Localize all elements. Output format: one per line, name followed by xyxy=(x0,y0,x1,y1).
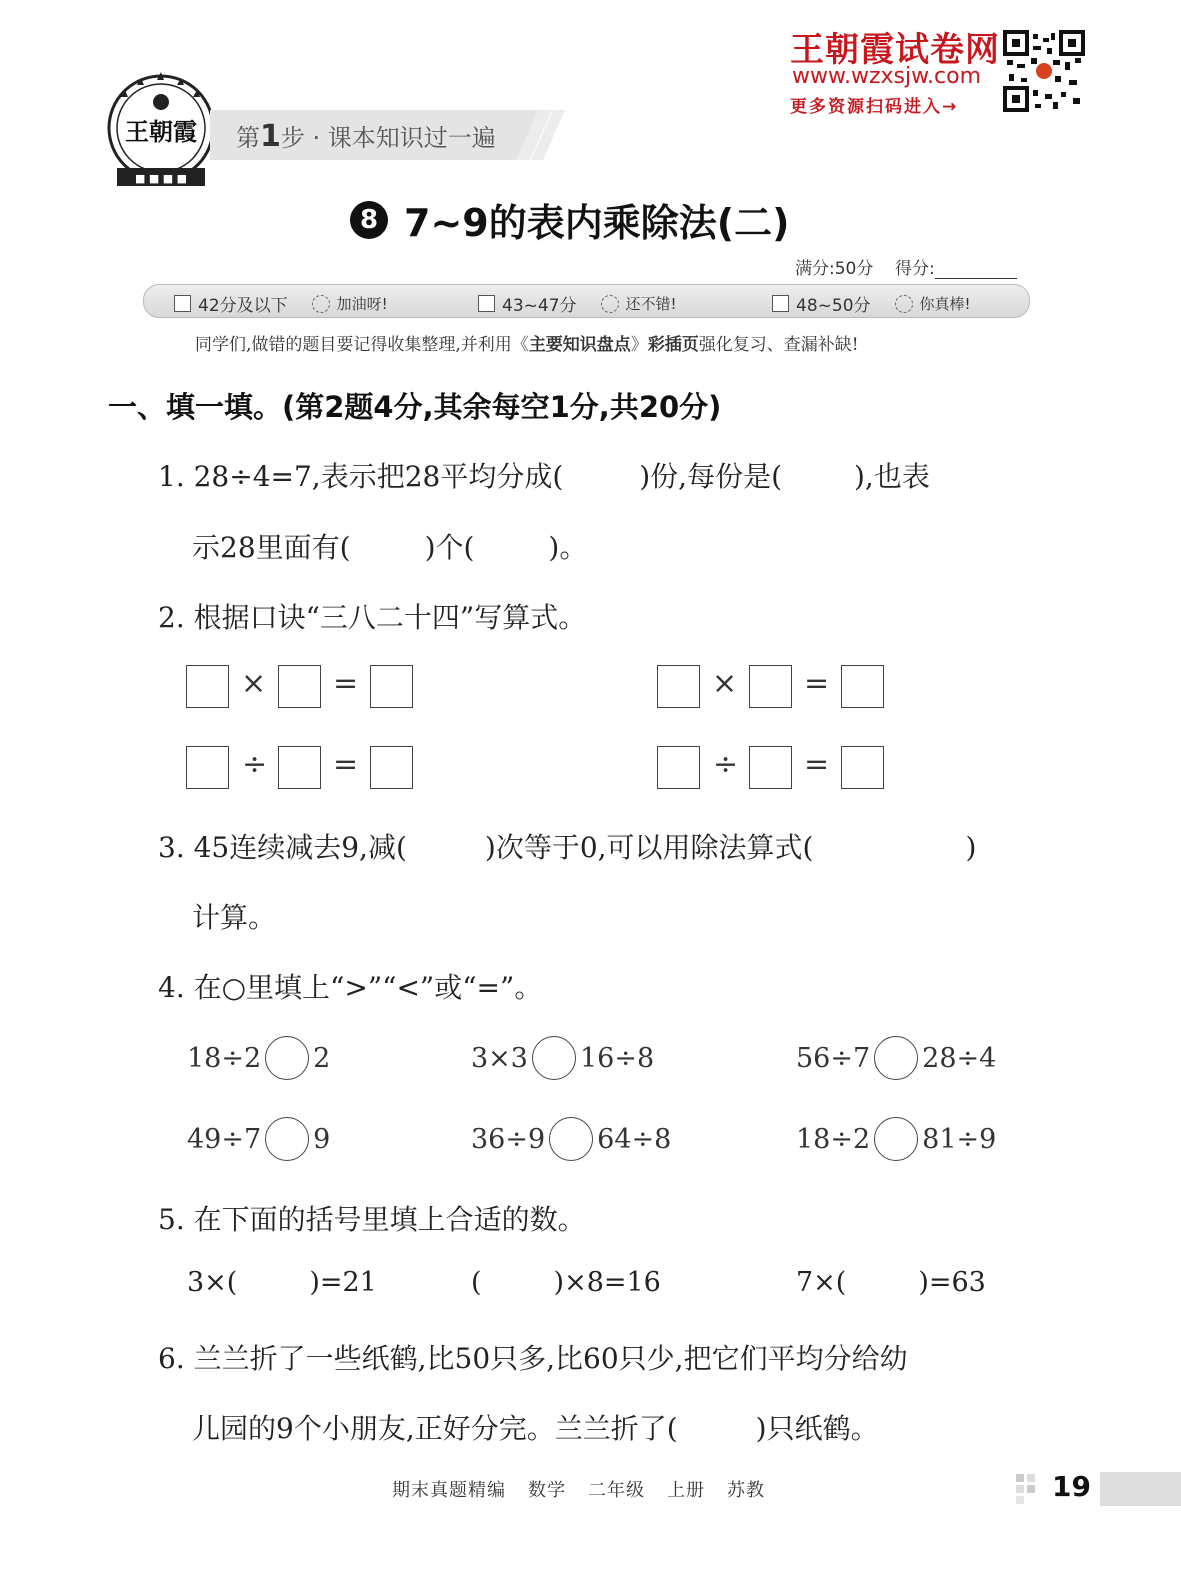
answer-box[interactable] xyxy=(278,665,321,708)
question-2-text: 2. 根据口诀“三八二十四”写算式。 xyxy=(158,601,587,634)
compare-item: 18÷2 81÷9 xyxy=(796,1117,996,1161)
answer-box[interactable] xyxy=(278,746,321,789)
answer-box[interactable] xyxy=(657,746,700,789)
section-heading: 一、填一填。(第2题4分,其余每空1分,共20分) xyxy=(108,390,722,424)
svg-text:■ ■ ■ ■: ■ ■ ■ ■ xyxy=(134,172,188,185)
compare-item: 56÷7 28÷4 xyxy=(796,1036,996,1080)
answer-box[interactable] xyxy=(841,746,884,789)
answer-box[interactable] xyxy=(186,665,229,708)
times-sign: × xyxy=(712,666,738,701)
answer-box[interactable] xyxy=(657,665,700,708)
rating-mid: 43~47分 还不错! xyxy=(478,291,677,316)
notice-text: 同学们,做错的题目要记得收集整理,并利用《主要知识盘点》彩插页强化复习、查漏补缺! xyxy=(195,335,859,355)
compare-circle[interactable] xyxy=(549,1117,593,1161)
divide-sign: ÷ xyxy=(713,747,739,782)
compare-item: 18÷2 2 xyxy=(187,1036,330,1080)
smiley-icon xyxy=(601,295,619,313)
brand-tip: 更多资源扫码进入→ xyxy=(790,97,959,117)
page-title xyxy=(350,192,789,247)
equals-sign: = xyxy=(804,747,830,782)
compare-circle[interactable] xyxy=(874,1117,918,1161)
smiley-icon xyxy=(312,295,330,313)
rating-low: 42分及以下 加油呀! xyxy=(174,291,388,316)
compare-item: 36÷9 64÷8 xyxy=(471,1117,671,1161)
step-label: 第1步 · 课本知识过一遍 xyxy=(236,119,496,154)
answer-box[interactable] xyxy=(370,746,413,789)
rating-high: 48~50分 你真棒! xyxy=(772,291,971,316)
qr-code-icon[interactable] xyxy=(1003,30,1085,112)
compare-circle[interactable] xyxy=(874,1036,918,1080)
question-3-line-1: 3. 45连续减去9,减( )次等于0,可以用除法算式( ) xyxy=(158,831,977,864)
smiley-icon xyxy=(895,295,913,313)
wangzhaoxia-logo xyxy=(105,68,217,190)
footer-text: 期末真题精编 数学 二年级 上册 苏教 xyxy=(392,1480,765,1501)
question-1-line-2: 示28里面有( )个( )。 xyxy=(192,531,588,564)
question-6-line-2: 儿园的9个小朋友,正好分完。兰兰折了( )只纸鹤。 xyxy=(192,1412,879,1445)
divide-sign: ÷ xyxy=(242,747,268,782)
answer-box[interactable] xyxy=(186,746,229,789)
question-5-text: 5. 在下面的括号里填上合适的数。 xyxy=(158,1203,586,1236)
equals-sign: = xyxy=(333,747,359,782)
compare-circle[interactable] xyxy=(265,1117,309,1161)
rating-checkbox[interactable] xyxy=(478,295,495,312)
brand-title: 王朝霞试卷网 xyxy=(790,30,1000,70)
answer-box[interactable] xyxy=(370,665,413,708)
times-sign: × xyxy=(241,666,267,701)
question-4-text: 4. 在○里填上“>”“<”或“=”。 xyxy=(158,971,543,1004)
fill-item: ( )×8=16 xyxy=(471,1267,661,1298)
answer-box[interactable] xyxy=(841,665,884,708)
corner-dots-icon xyxy=(1016,1474,1046,1504)
rating-checkbox[interactable] xyxy=(772,295,789,312)
fill-item: 7×( )=63 xyxy=(796,1267,986,1298)
compare-item: 49÷7 9 xyxy=(187,1117,330,1161)
compare-item: 3×3 16÷8 xyxy=(471,1036,654,1080)
title-number-badge: 8 xyxy=(350,201,388,239)
answer-box[interactable] xyxy=(749,665,792,708)
answer-box[interactable] xyxy=(749,746,792,789)
equals-sign: = xyxy=(804,666,830,701)
svg-text:王朝霞: 王朝霞 xyxy=(125,117,197,146)
page-tab xyxy=(1100,1472,1181,1506)
compare-circle[interactable] xyxy=(265,1036,309,1080)
question-3-line-2: 计算。 xyxy=(192,901,277,934)
brand-url[interactable]: www.wzxsjw.com xyxy=(792,64,982,89)
rating-checkbox[interactable] xyxy=(174,295,191,312)
compare-circle[interactable] xyxy=(532,1036,576,1080)
page-number: 19 xyxy=(1052,1470,1091,1503)
equals-sign: = xyxy=(333,666,359,701)
question-6-line-1: 6. 兰兰折了一些纸鹤,比50只多,比60只少,把它们平均分给幼 xyxy=(158,1342,908,1375)
title-text: 7~9的表内乘除法(二) xyxy=(404,201,790,245)
score-blank[interactable] xyxy=(935,262,1017,279)
score-line: 满分:50分 得分: xyxy=(795,254,1017,279)
fill-item: 3×( )=21 xyxy=(187,1267,377,1298)
question-1-line-1: 1. 28÷4=7,表示把28平均分成( )份,每份是( ),也表 xyxy=(158,460,930,493)
